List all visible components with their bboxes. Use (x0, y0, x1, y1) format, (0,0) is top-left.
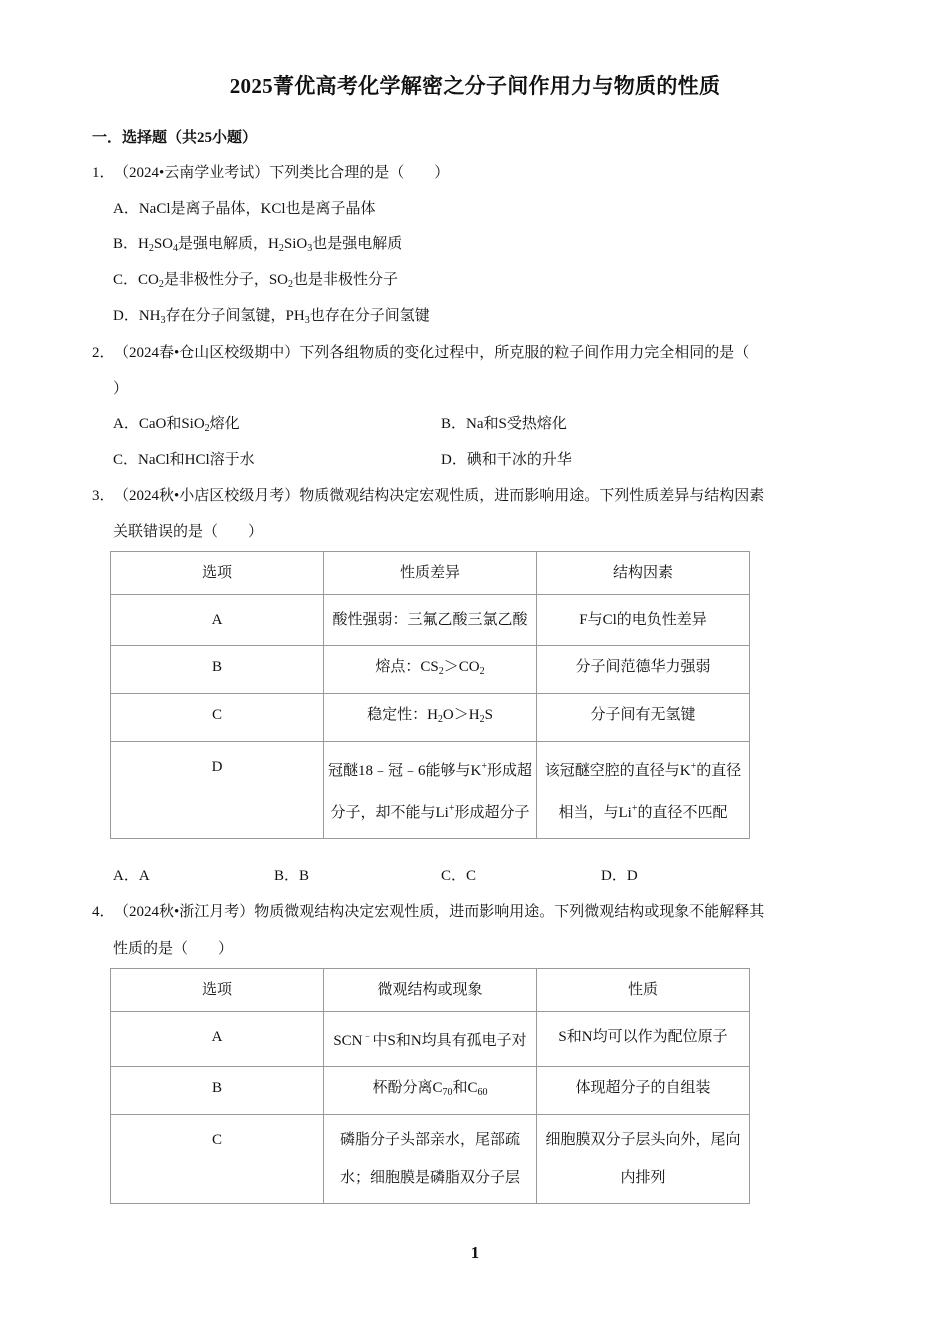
table-row (111, 742, 750, 839)
question-4-stem: 4．（2024秋•浙江月考）物质微观结构决定宏观性质，进而影响用途。下列微观结构或现象不能解释其 (92, 900, 764, 921)
table-cell: C (111, 694, 324, 742)
question-1-stem: 1．（2024•云南学业考试）下列类比合理的是（ ） (92, 161, 449, 182)
question-4-table (110, 968, 750, 1204)
question-1-option-b: B．$H_2SO_4$是强电解质，$H_2SiO_3$也是强电解质 (113, 236, 403, 254)
table-cell: 酸性强弱：三氟乙酸三氯乙酸 (324, 595, 537, 646)
question-2-option-b: B．Na和S受热熔化 (441, 416, 567, 432)
table-cell: S和N均可以作为配位原子 (537, 1012, 750, 1067)
question-1-option-d: D．$NH_3$存在分子间氢键，$PH_3$也存在分子间氢键 (113, 308, 430, 326)
table-cell: A (111, 595, 324, 646)
question-3-stem-continued: 关联错误的是（ ） (113, 524, 264, 540)
table-cell: 分子间有无氢键 (537, 694, 750, 742)
question-3-stem: 3．（2024秋•小店区校级月考）物质微观结构决定宏观性质，进而影响用途。下列性质差异与结构因素 (92, 484, 764, 505)
table-header-cell: 结构因素 (537, 552, 750, 595)
table-header-cell: 选项 (111, 552, 324, 595)
table-header-cell: 选项 (111, 969, 324, 1012)
question-4-stem-continued: 性质的是（ ） (113, 941, 234, 957)
table-row (111, 595, 750, 646)
table-header-cell: 性质 (537, 969, 750, 1012)
question-3-answer-a: A．A (113, 868, 150, 884)
question-number: 3． (92, 488, 115, 504)
question-number: 2． (92, 345, 115, 361)
question-3-answer-c: C．C (441, 868, 477, 884)
table-cell: 磷脂分子头部亲水，尾部疏水；细胞膜是磷脂双分子层 (324, 1115, 537, 1204)
table-cell: 杯酚分离$C_{70}$和$C_{60}$ (324, 1067, 537, 1115)
question-2-stem: 2．（2024春•仓山区校级期中）下列各组物质的变化过程中，所克服的粒子间作用力完全相同的是（ (92, 341, 749, 362)
table-cell: C (111, 1115, 324, 1204)
table-cell: A (111, 1012, 324, 1067)
question-3-answer-d: D．D (601, 868, 638, 884)
table-row (111, 646, 750, 694)
table-cell: D (111, 742, 324, 839)
table-header-cell: 性质差异 (324, 552, 537, 595)
table-row (111, 1067, 750, 1115)
table-row (111, 1115, 750, 1204)
table-row (111, 694, 750, 742)
table-cell: 细胞膜双分子层头向外，尾向内排列 (537, 1115, 750, 1204)
table-cell: B (111, 1067, 324, 1115)
table-cell: 熔点：$CS_2>CO_2$ (324, 646, 537, 694)
table-cell: 该冠醚空腔的直径与K+的直径相当，与Li+的直径不匹配 (537, 742, 750, 839)
table-header-row (111, 969, 750, 1012)
question-number: 1． (92, 165, 115, 181)
table-cell: B (111, 646, 324, 694)
question-2-option-c: C．NaCl和HCl溶于水 (113, 452, 255, 468)
table-cell: 稳定性：$H_2O>H_2S$ (324, 694, 537, 742)
question-3-answer-b: B．B (274, 868, 310, 884)
table-cell: F与Cl的电负性差异 (537, 595, 750, 646)
document-title: 2025菁优高考化学解密之分子间作用力与物质的性质 (229, 74, 721, 98)
question-2-option-d: D．碘和干冰的升华 (441, 452, 572, 468)
question-3-table (110, 551, 750, 839)
table-header-cell: 微观结构或现象 (324, 969, 537, 1012)
question-1-option-c: C．$CO_2$是非极性分子，$SO_2$也是非极性分子 (113, 272, 399, 290)
table-cell: SCN﹣中S和N均具有孤电子对 (324, 1012, 537, 1067)
table-row (111, 1012, 750, 1067)
question-1-option-a: A．NaCl是离子晶体，KCl也是离子晶体 (113, 201, 376, 217)
question-2-stem-continued: ） (113, 381, 129, 397)
page-number: 1 (470, 1243, 480, 1262)
table-cell: 冠醚18﹣冠﹣6能够与K+形成超分子，却不能与Li+形成超分子 (324, 742, 537, 839)
section-heading: 一．选择题（共25小题） (92, 130, 258, 146)
table-cell: 体现超分子的自组装 (537, 1067, 750, 1115)
table-cell: 分子间范德华力强弱 (537, 646, 750, 694)
question-number: 4． (92, 904, 115, 920)
question-2-option-a: A．CaO和SiO$_2$熔化 (113, 416, 240, 434)
table-header-row (111, 552, 750, 595)
